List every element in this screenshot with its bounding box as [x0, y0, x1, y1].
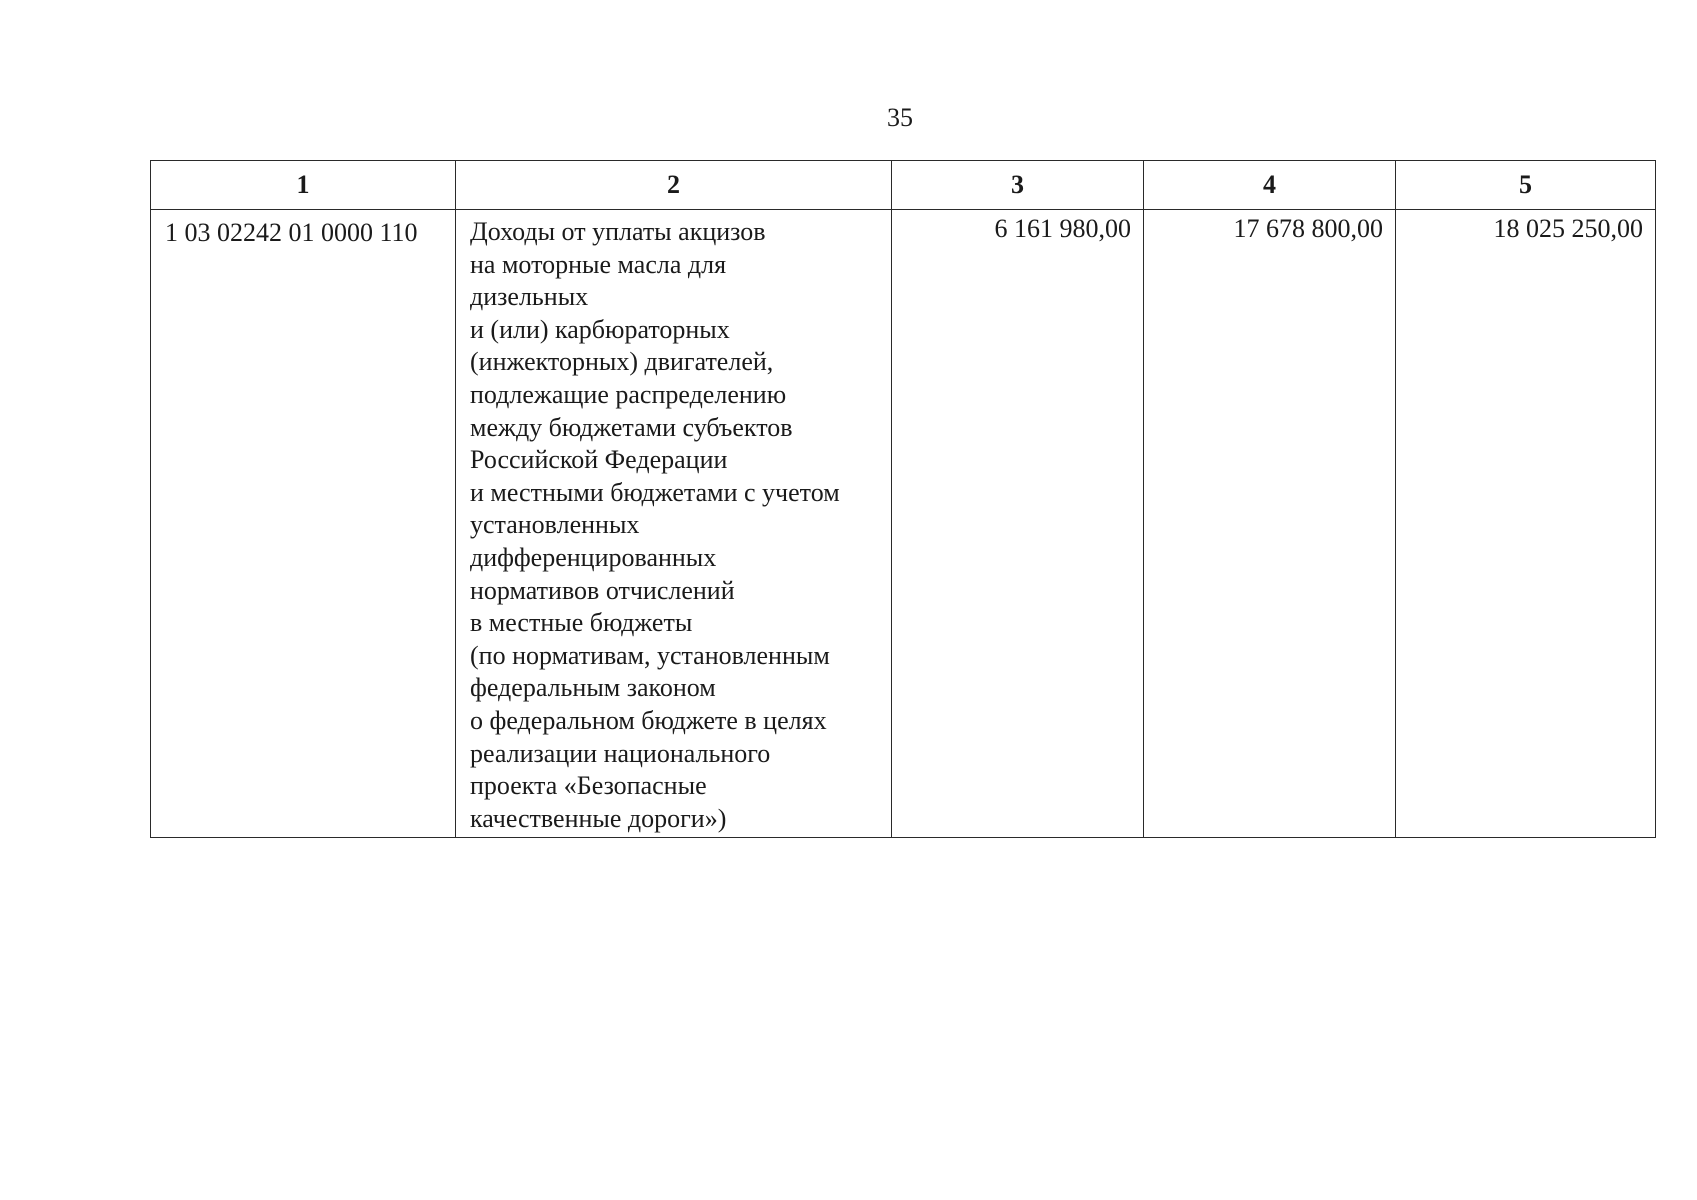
description-line: о федеральном бюджете в целях	[470, 705, 827, 735]
description-line: дизельных	[470, 282, 589, 312]
description-line: Российской Федерации	[470, 445, 728, 475]
description-line: федеральным законом	[470, 673, 716, 703]
description-line: Доходы от уплаты акцизов	[470, 217, 766, 246]
table-row	[151, 210, 1656, 838]
description-line: и местными бюджетами с учетом	[470, 477, 840, 507]
description-line: между бюджетами субъектов	[470, 412, 793, 442]
budget-table	[150, 160, 1656, 838]
amount-column-4: 17 678 800,00	[1144, 210, 1396, 838]
column-header-5: 5	[1396, 161, 1656, 210]
column-header-1: 1	[151, 161, 456, 210]
column-header-4: 4	[1144, 161, 1396, 210]
description-line: проекта «Безопасные	[470, 771, 707, 801]
amount-column-5: 18 025 250,00	[1396, 210, 1656, 838]
description-line: (инжекторных) двигателей,	[470, 347, 774, 377]
column-header-2: 2	[456, 161, 892, 210]
amount-column-3: 6 161 980,00	[892, 210, 1144, 838]
description-line: реализации национального	[470, 738, 771, 768]
description-line: установленных	[470, 510, 640, 540]
column-header-3: 3	[892, 161, 1144, 210]
description-line: качественные дороги»)	[470, 803, 727, 833]
description-line: в местные бюджеты	[470, 608, 693, 638]
header-row	[151, 161, 1656, 210]
description-line: подлежащие распределению	[470, 379, 787, 409]
revenue-description	[456, 210, 892, 838]
page-number: 35	[887, 103, 913, 132]
description-line: нормативов отчислений	[470, 575, 735, 605]
description-line: (по нормативам, установленным	[470, 640, 830, 670]
description-line: и (или) карбюраторных	[470, 314, 730, 344]
description-line: на моторные масла для	[470, 249, 727, 279]
description-line: дифференцированных	[470, 542, 717, 572]
revenue-code: 1 03 02242 01 0000 110	[151, 210, 456, 838]
